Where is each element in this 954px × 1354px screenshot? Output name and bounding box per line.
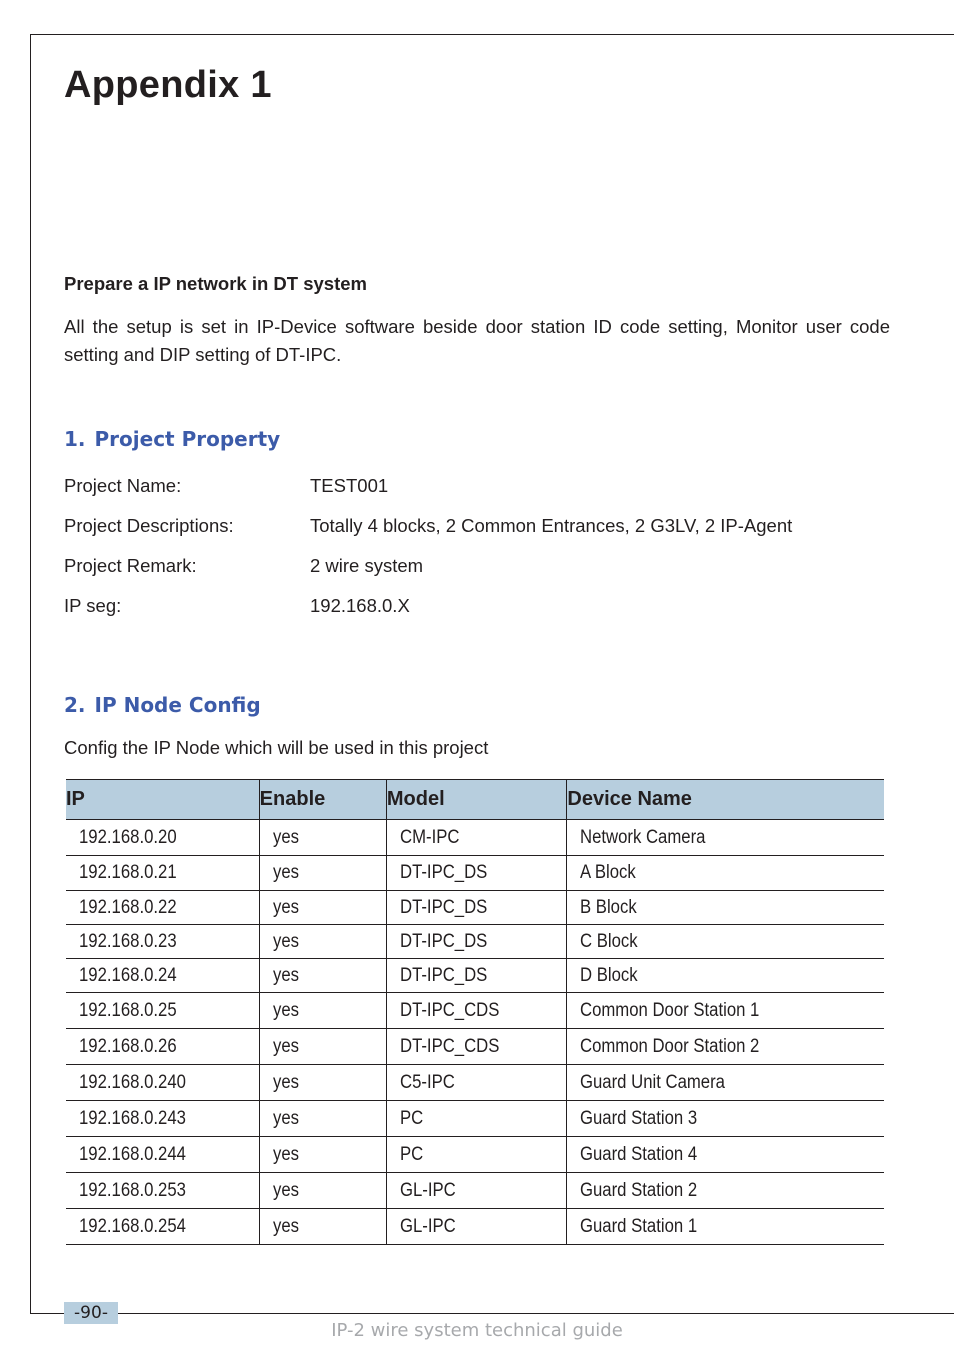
- model-cell-text: CM-IPC: [399, 826, 460, 848]
- enable-cell: [259, 1137, 386, 1173]
- table-row: [66, 1209, 884, 1245]
- column-header-enable: Enable: [259, 780, 386, 820]
- model-cell: [386, 993, 567, 1029]
- device-name-cell-text: Common Door Station 2: [580, 1035, 760, 1057]
- section-title: Project Property: [94, 427, 281, 451]
- enable-cell: [259, 1209, 386, 1245]
- device-name-cell: [567, 1209, 884, 1245]
- ip-cell: [66, 1173, 259, 1209]
- ip-cell-text: 192.168.0.24: [79, 964, 177, 986]
- model-cell: [386, 1029, 567, 1065]
- intro-paragraph: All the setup is set in IP-Device software beside door station ID code setting, Monitor user code setting and DIP setting of DT-IPC.: [64, 316, 890, 365]
- table-row: [66, 1173, 884, 1209]
- enable-cell-text: yes: [272, 1071, 299, 1093]
- enable-cell: [259, 925, 386, 959]
- section-number: 1.: [64, 427, 86, 451]
- column-header-ip: IP: [66, 780, 259, 820]
- ip-cell: [66, 856, 259, 891]
- table-row: [66, 993, 884, 1029]
- ip-cell-text: 192.168.0.22: [79, 896, 177, 918]
- enable-cell: [259, 1101, 386, 1137]
- ip-cell-text: 192.168.0.253: [79, 1179, 186, 1201]
- enable-cell-text: yes: [272, 1143, 299, 1165]
- enable-cell-text: yes: [272, 930, 299, 952]
- section-heading-project-property: [64, 427, 280, 451]
- footer-guide-title: IP-2 wire system technical guide: [331, 1320, 623, 1341]
- table-header-row: [66, 780, 884, 820]
- property-row-project-name: [64, 475, 894, 499]
- enable-cell: [259, 959, 386, 993]
- ip-cell-text: 192.168.0.23: [79, 930, 177, 952]
- page-frame-bottom-rule: [30, 1313, 954, 1314]
- model-cell: [386, 959, 567, 993]
- table-row: [66, 1065, 884, 1101]
- ip-cell-text: 192.168.0.21: [79, 862, 177, 883]
- table-row: [66, 1101, 884, 1137]
- model-cell-text: DT-IPC_CDS: [399, 999, 500, 1021]
- device-name-cell-text: Guard Station 4: [580, 1143, 698, 1165]
- ip-cell-text: 192.168.0.20: [79, 826, 177, 848]
- model-cell: [386, 1101, 567, 1137]
- enable-cell-text: yes: [272, 1215, 299, 1237]
- model-cell-text: GL-IPC: [399, 1215, 456, 1237]
- page-title: Appendix 1: [64, 64, 272, 106]
- column-header-model: Model: [386, 780, 567, 820]
- model-cell: [386, 820, 567, 856]
- property-row-project-descriptions: [64, 515, 894, 539]
- ip-cell: [66, 820, 259, 856]
- device-name-cell: [567, 1137, 884, 1173]
- table-row: [66, 820, 884, 856]
- ip-cell: [66, 925, 259, 959]
- property-value: 192.168.0.X: [310, 595, 410, 616]
- model-cell: [386, 856, 567, 891]
- intro-heading: Prepare a IP network in DT system: [64, 273, 367, 294]
- model-cell: [386, 1173, 567, 1209]
- property-value: 2 wire system: [310, 555, 424, 576]
- table-row: [66, 959, 884, 993]
- device-name-cell: [567, 1029, 884, 1065]
- ip-cell: [66, 959, 259, 993]
- ip-node-table: [66, 779, 884, 1245]
- ip-cell: [66, 1209, 259, 1245]
- enable-cell-text: yes: [272, 1107, 299, 1129]
- device-name-cell: [567, 856, 884, 891]
- device-name-cell-text: Guard Unit Camera: [580, 1071, 726, 1093]
- enable-cell: [259, 891, 386, 925]
- device-name-cell-text: Guard Station 3: [580, 1107, 698, 1129]
- ip-node-config-description: Config the IP Node which will be used in this project: [64, 737, 489, 758]
- model-cell-text: DT-IPC_DS: [399, 862, 488, 883]
- enable-cell-text: yes: [272, 826, 299, 848]
- model-cell-text: PC: [399, 1143, 424, 1165]
- enable-cell-text: yes: [272, 896, 299, 918]
- model-cell-text: DT-IPC_DS: [399, 964, 488, 986]
- ip-cell-text: 192.168.0.244: [79, 1143, 186, 1165]
- model-cell: [386, 925, 567, 959]
- device-name-cell-text: A Block: [580, 862, 637, 883]
- device-name-cell-text: Guard Station 2: [580, 1179, 698, 1201]
- property-label: Project Remark:: [64, 555, 197, 576]
- enable-cell: [259, 1173, 386, 1209]
- ip-cell-text: 192.168.0.25: [79, 999, 177, 1021]
- model-cell-text: DT-IPC_CDS: [399, 1035, 500, 1057]
- device-name-cell: [567, 820, 884, 856]
- device-name-cell-text: Common Door Station 1: [580, 999, 760, 1021]
- model-cell-text: DT-IPC_DS: [399, 930, 488, 952]
- enable-cell-text: yes: [272, 1035, 299, 1057]
- table-row: [66, 856, 884, 891]
- model-cell-text: GL-IPC: [399, 1179, 456, 1201]
- device-name-cell-text: Guard Station 1: [580, 1215, 698, 1237]
- device-name-cell: [567, 1101, 884, 1137]
- enable-cell-text: yes: [272, 999, 299, 1021]
- ip-cell: [66, 1029, 259, 1065]
- ip-cell: [66, 891, 259, 925]
- table-row: [66, 1029, 884, 1065]
- property-label: Project Descriptions:: [64, 515, 234, 536]
- property-label: IP seg:: [64, 595, 122, 616]
- property-row-ip-seg: [64, 595, 894, 619]
- device-name-cell-text: B Block: [580, 896, 638, 918]
- device-name-cell-text: C Block: [580, 930, 639, 952]
- device-name-cell: [567, 925, 884, 959]
- model-cell: [386, 1137, 567, 1173]
- model-cell-text: DT-IPC_DS: [399, 896, 488, 918]
- property-value: Totally 4 blocks, 2 Common Entrances, 2 G3LV, 2 IP-Agent: [310, 515, 793, 536]
- ip-cell-text: 192.168.0.240: [79, 1071, 186, 1093]
- enable-cell-text: yes: [272, 862, 299, 883]
- property-row-project-remark: [64, 555, 894, 579]
- column-header-device-name: Device Name: [567, 780, 884, 820]
- enable-cell: [259, 1029, 386, 1065]
- enable-cell: [259, 820, 386, 856]
- property-label: Project Name:: [64, 475, 182, 496]
- ip-cell: [66, 1101, 259, 1137]
- page-frame-left-rule: [30, 34, 31, 1314]
- model-cell: [386, 891, 567, 925]
- property-value: TEST001: [310, 475, 389, 496]
- model-cell: [386, 1065, 567, 1101]
- table-row: [66, 1137, 884, 1173]
- table-row: [66, 925, 884, 959]
- table-row: [66, 891, 884, 925]
- ip-cell: [66, 993, 259, 1029]
- device-name-cell-text: D Block: [580, 964, 639, 986]
- page-frame-top-rule: [30, 34, 954, 35]
- section-heading-ip-node-config: [64, 693, 261, 717]
- ip-cell-text: 192.168.0.26: [79, 1035, 177, 1057]
- section-number: 2.: [64, 693, 86, 717]
- device-name-cell: [567, 959, 884, 993]
- ip-cell: [66, 1137, 259, 1173]
- model-cell-text: PC: [399, 1107, 424, 1129]
- enable-cell: [259, 993, 386, 1029]
- enable-cell: [259, 1065, 386, 1101]
- device-name-cell-text: Network Camera: [580, 826, 706, 848]
- device-name-cell: [567, 1173, 884, 1209]
- enable-cell: [259, 856, 386, 891]
- ip-cell-text: 192.168.0.254: [79, 1215, 186, 1237]
- enable-cell-text: yes: [272, 1179, 299, 1201]
- model-cell: [386, 1209, 567, 1245]
- enable-cell-text: yes: [272, 964, 299, 986]
- ip-cell-text: 192.168.0.243: [79, 1107, 186, 1129]
- ip-cell: [66, 1065, 259, 1101]
- section-title: IP Node Config: [94, 693, 261, 717]
- page-number: -90-: [64, 1302, 118, 1324]
- device-name-cell: [567, 993, 884, 1029]
- device-name-cell: [567, 1065, 884, 1101]
- model-cell-text: C5-IPC: [399, 1071, 455, 1093]
- device-name-cell: [567, 891, 884, 925]
